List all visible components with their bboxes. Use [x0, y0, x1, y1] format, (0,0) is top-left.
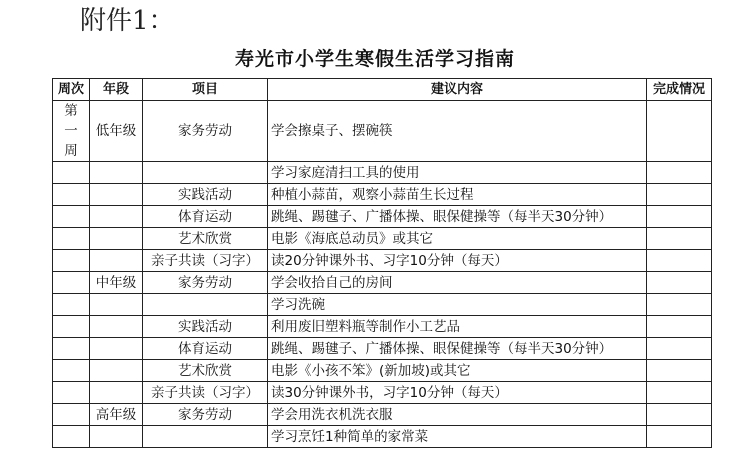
item-cell: 亲子共读（习字） — [143, 382, 268, 404]
table-row — [53, 404, 712, 426]
grade-cell — [90, 162, 143, 184]
table-body — [53, 101, 712, 448]
item-cell: 实践活动 — [143, 184, 268, 206]
week-cell — [53, 101, 90, 162]
content-cell: 学会擦桌子、摆碗筷 — [268, 101, 647, 162]
content-cell: 电影《小孩不笨》(新加坡)或其它 — [268, 360, 647, 382]
week-cell-empty — [53, 294, 90, 316]
item-cell: 家务劳动 — [143, 272, 268, 294]
table-row — [53, 382, 712, 404]
grade-cell — [90, 228, 143, 250]
status-cell[interactable] — [647, 316, 712, 338]
status-cell[interactable] — [647, 272, 712, 294]
week-cell-empty — [53, 316, 90, 338]
status-cell[interactable] — [647, 206, 712, 228]
status-cell[interactable] — [647, 426, 712, 448]
header-status: 完成情况 — [647, 79, 712, 101]
item-cell: 亲子共读（习字） — [143, 250, 268, 272]
content-cell: 跳绳、踢毽子、广播体操、眼保健操等（每半天30分钟） — [268, 338, 647, 360]
content-cell: 跳绳、踢毽子、广播体操、眼保健操等（每半天30分钟） — [268, 206, 647, 228]
week-cell-empty — [53, 404, 90, 426]
grade-cell — [90, 184, 143, 206]
item-cell — [143, 426, 268, 448]
content-cell: 学习烹饪1种简单的家常菜 — [268, 426, 647, 448]
week-cell-empty — [53, 426, 90, 448]
week-label-char: 周 — [64, 143, 78, 159]
grade-cell: 高年级 — [90, 404, 143, 426]
status-cell[interactable] — [647, 360, 712, 382]
item-cell: 实践活动 — [143, 316, 268, 338]
week-cell-empty — [53, 338, 90, 360]
status-cell[interactable] — [647, 294, 712, 316]
item-cell: 家务劳动 — [143, 101, 268, 162]
grade-cell — [90, 316, 143, 338]
document-title: 寿光市小学生寒假生活学习指南 — [234, 48, 515, 70]
grade-cell — [90, 206, 143, 228]
table-row — [53, 162, 712, 184]
status-cell[interactable] — [647, 382, 712, 404]
item-cell: 体育运动 — [143, 206, 268, 228]
status-cell[interactable] — [647, 101, 712, 162]
grade-cell: 低年级 — [90, 101, 143, 162]
grade-cell: 中年级 — [90, 272, 143, 294]
status-cell[interactable] — [647, 250, 712, 272]
content-cell: 读30分钟课外书，习字10分钟（每天） — [268, 382, 647, 404]
header-grade: 年段 — [90, 79, 143, 101]
table-row — [53, 338, 712, 360]
table-row — [53, 228, 712, 250]
content-cell: 读20分钟课外书、习字10分钟（每天） — [268, 250, 647, 272]
status-cell[interactable] — [647, 404, 712, 426]
table-row — [53, 101, 712, 162]
table-row — [53, 360, 712, 382]
item-cell — [143, 294, 268, 316]
status-cell[interactable] — [647, 184, 712, 206]
header-week: 周次 — [53, 79, 90, 101]
item-cell: 家务劳动 — [143, 404, 268, 426]
header-content: 建议内容 — [268, 79, 647, 101]
guide-table — [52, 78, 712, 448]
header-item: 项目 — [143, 79, 268, 101]
item-cell: 艺术欣赏 — [143, 360, 268, 382]
week-cell-empty — [53, 360, 90, 382]
attachment-label: 附件1： — [80, 6, 175, 36]
week-cell-empty — [53, 228, 90, 250]
week-cell-empty — [53, 250, 90, 272]
grade-cell — [90, 294, 143, 316]
week-cell-empty — [53, 382, 90, 404]
table-row — [53, 316, 712, 338]
table-row — [53, 294, 712, 316]
item-cell: 艺术欣赏 — [143, 228, 268, 250]
week-cell-empty — [53, 206, 90, 228]
item-cell — [143, 162, 268, 184]
grade-cell — [90, 250, 143, 272]
content-cell: 种植小蒜苗，观察小蒜苗生长过程 — [268, 184, 647, 206]
table-row — [53, 250, 712, 272]
content-cell: 学习家庭清扫工具的使用 — [268, 162, 647, 184]
content-cell: 电影《海底总动员》或其它 — [268, 228, 647, 250]
table-row — [53, 272, 712, 294]
content-cell: 利用废旧塑料瓶等制作小工艺品 — [268, 316, 647, 338]
item-cell: 体育运动 — [143, 338, 268, 360]
week-label-char: 一 — [64, 123, 78, 139]
status-cell[interactable] — [647, 162, 712, 184]
status-cell[interactable] — [647, 228, 712, 250]
grade-cell — [90, 360, 143, 382]
grade-cell — [90, 338, 143, 360]
week-label-char: 第 — [64, 103, 78, 119]
grade-cell — [90, 426, 143, 448]
week-cell-empty — [53, 272, 90, 294]
grade-cell — [90, 382, 143, 404]
status-cell[interactable] — [647, 338, 712, 360]
table-header-row — [53, 79, 712, 101]
week-cell-empty — [53, 162, 90, 184]
table-row — [53, 426, 712, 448]
table-row — [53, 184, 712, 206]
content-cell: 学会收拾自己的房间 — [268, 272, 647, 294]
table-row — [53, 206, 712, 228]
week-cell-empty — [53, 184, 90, 206]
content-cell: 学习洗碗 — [268, 294, 647, 316]
content-cell: 学会用洗衣机洗衣服 — [268, 404, 647, 426]
